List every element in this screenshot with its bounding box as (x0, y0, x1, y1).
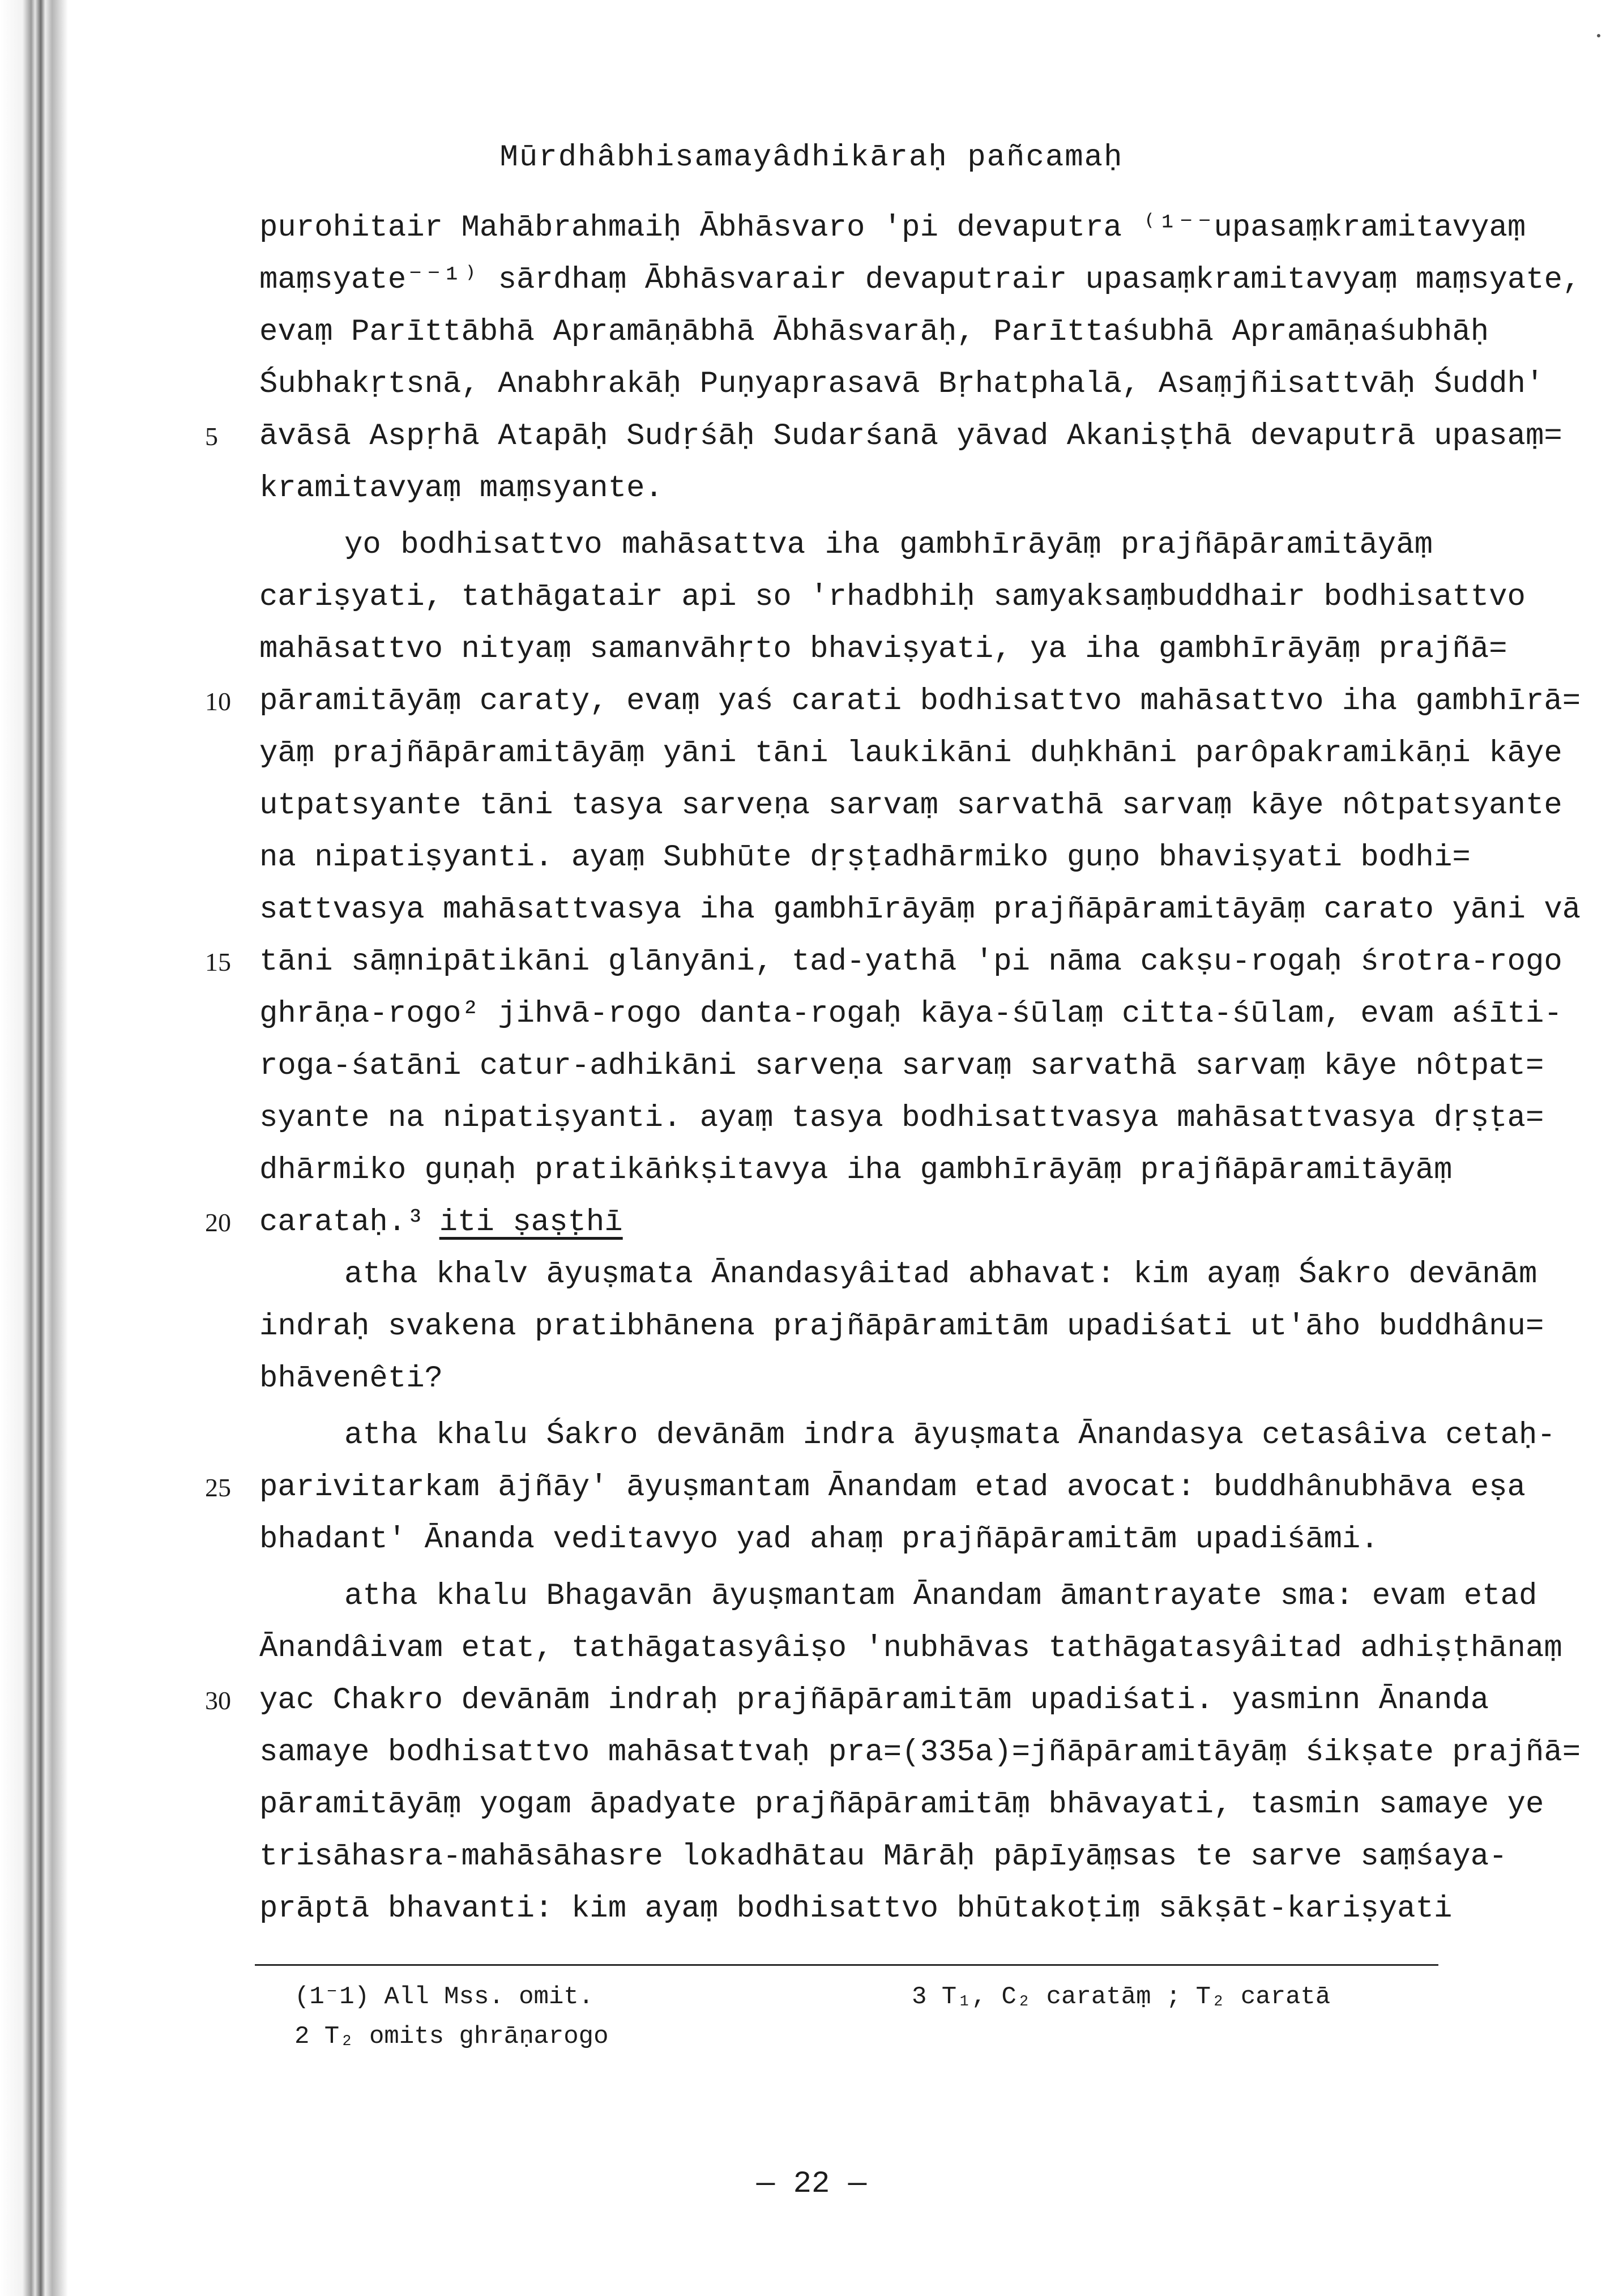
text-line-13: na nipatiṣyanti. ayaṃ Subhūte dṛṣṭadhārmiko guṇo bhaviṣyati bodhi= (259, 840, 1471, 875)
footnote-rule (255, 1964, 1438, 1966)
text-line-11: yāṃ prajñāpāramitāyāṃ yāni tāni laukikāni duḥkhāni parôpakramikāṇi kāye (259, 736, 1562, 771)
text-line-30: samaye bodhisattvo mahāsattvaḥ pra=(335a)=jñāpāramitāyāṃ śikṣate prajñā= (259, 1735, 1581, 1770)
text-line-9: mahāsattvo nityaṃ samanvāhṛto bhaviṣyati, ya iha gambhīrāyāṃ prajñā= (259, 632, 1507, 667)
text-line-20-main: carataḥ.³ (259, 1205, 425, 1240)
text-line-3: evaṃ Parīttābhā Apramāṇābhā Ābhāsvarāḥ, Parīttaśubhā Apramāṇaśubhāḥ (259, 315, 1489, 349)
text-line-22: indraḥ svakena pratibhānena prajñāpāramitām upadiśati ut'āho buddhânu= (259, 1309, 1544, 1344)
footnote-2: 2 T₂ omits ghrāṇarogo (294, 2022, 609, 2051)
text-line-8: cariṣyati, tathāgatair api so 'rhadbhiḥ samyaksaṃbuddhair bodhisattvo (259, 580, 1526, 614)
text-line-5: āvāsā Aspṛhā Atapāḥ Sudṛśāḥ Sudarśanā yāvad Akaniṣṭhā devaputrā upasaṃ= (259, 419, 1562, 454)
text-line-17: roga-śatāni catur-adhikāni sarveṇa sarvaṃ sarvathā sarvaṃ kāye nôtpat= (259, 1049, 1544, 1083)
text-line-14: sattvasya mahāsattvasya iha gambhīrāyāṃ prajñāpāramitāyāṃ carato yāni vā (259, 893, 1581, 927)
book-binding-edge (0, 0, 68, 2296)
text-line-10: pāramitāyāṃ caraty, evaṃ yaś carati bodhisattvo mahāsattvo iha gambhīrā= (259, 684, 1581, 719)
line-number-5: 5 (205, 422, 218, 451)
running-header: Mūrdhâbhisamayâdhikāraḥ pañcamaḥ (499, 140, 1124, 175)
text-line-25: parivitarkam ājñāy' āyuṣmantam Ānandam etad avocat: buddhânubhāva eṣa (259, 1470, 1526, 1505)
footnote-1: (1⁻1) All Mss. omit. (294, 1983, 594, 2011)
text-line-19: dhārmiko guṇaḥ pratikāṅkṣitavya iha gambhīrāyāṃ prajñāpāramitāyāṃ (259, 1153, 1453, 1188)
line-number-30: 30 (205, 1686, 231, 1715)
text-line-24: atha khalu Śakro devānām indra āyuṣmata Ānandasya cetasâiva cetaḥ- (344, 1418, 1556, 1453)
text-line-31: pāramitāyāṃ yogam āpadyate prajñāpāramitāṃ bhāvayati, tasmin samaye ye (259, 1787, 1544, 1822)
text-line-1: purohitair Mahābrahmaiḥ Ābhāsvaro 'pi devaputra ⁽¹⁻⁻upasaṃkramitavyaṃ (259, 211, 1526, 245)
text-line-20 (259, 1203, 1433, 1243)
section-end-marker: iti ṣaṣṭhī (439, 1205, 623, 1240)
text-line-15: tāni sāṃnipātikāni glānyāni, tad-yathā 'pi nāma cakṣu-rogaḥ śrotra-rogo (259, 945, 1562, 979)
text-line-28: Ānandâivam etat, tathāgatasyâiṣo 'nubhāvas tathāgatasyâitad adhiṣṭhānaṃ (259, 1631, 1562, 1666)
text-line-7: yo bodhisattvo mahāsattva iha gambhīrāyāṃ prajñāpāramitāyāṃ (344, 528, 1433, 562)
text-line-12: utpatsyante tāni tasya sarveṇa sarvaṃ sarvathā sarvaṃ kāye nôtpatsyante (259, 788, 1562, 823)
text-line-32: trisāhasra-mahāsāhasre lokadhātau Mārāḥ pāpīyāṃsas te sarve saṃśaya- (259, 1840, 1507, 1874)
scan-speck (1597, 34, 1600, 37)
footnote-3: 3 T₁, C₂ caratāṃ ; T₂ caratā (912, 1983, 1331, 2011)
text-line-33: prāptā bhavanti: kim ayaṃ bodhisattvo bhūtakoṭiṃ sākṣāt-kariṣyati (259, 1892, 1453, 1926)
page-number: — 22 — (756, 2167, 867, 2201)
text-line-26: bhadant' Ānanda veditavyo yad ahaṃ prajñāpāramitām upadiśāmi. (259, 1522, 1379, 1557)
line-number-25: 25 (205, 1473, 231, 1502)
text-line-27: atha khalu Bhagavān āyuṣmantam Ānandam āmantrayate sma: evam etad (344, 1579, 1537, 1614)
text-line-6: kramitavyaṃ maṃsyante. (259, 471, 663, 506)
text-line-2: maṃsyate⁻⁻¹⁾ sārdhaṃ Ābhāsvarair devaputrair upasaṃkramitavyaṃ maṃsyate, (259, 263, 1581, 297)
line-number-10: 10 (205, 687, 231, 716)
text-line-4: Śubhakṛtsnā, Anabhrakāḥ Puṇyaprasavā Bṛhatphalā, Asaṃjñisattvāḥ Śuddh' (259, 367, 1544, 402)
line-number-20: 20 (205, 1208, 231, 1237)
text-line-23: bhāvenêti? (259, 1362, 443, 1396)
text-line-16: ghrāṇa-rogo² jihvā-rogo danta-rogaḥ kāya-śūlaṃ citta-śūlam, evam aśīti- (259, 997, 1562, 1031)
line-number-15: 15 (205, 948, 231, 976)
text-line-29: yac Chakro devānām indraḥ prajñāpāramitām upadiśati. yasminn Ānanda (259, 1683, 1489, 1718)
text-line-21: atha khalv āyuṣmata Ānandasyâitad abhavat: kim ayaṃ Śakro devānām (344, 1257, 1537, 1292)
text-line-18: syante na nipatiṣyanti. ayaṃ tasya bodhisattvasya mahāsattvasya dṛṣṭa= (259, 1101, 1544, 1136)
